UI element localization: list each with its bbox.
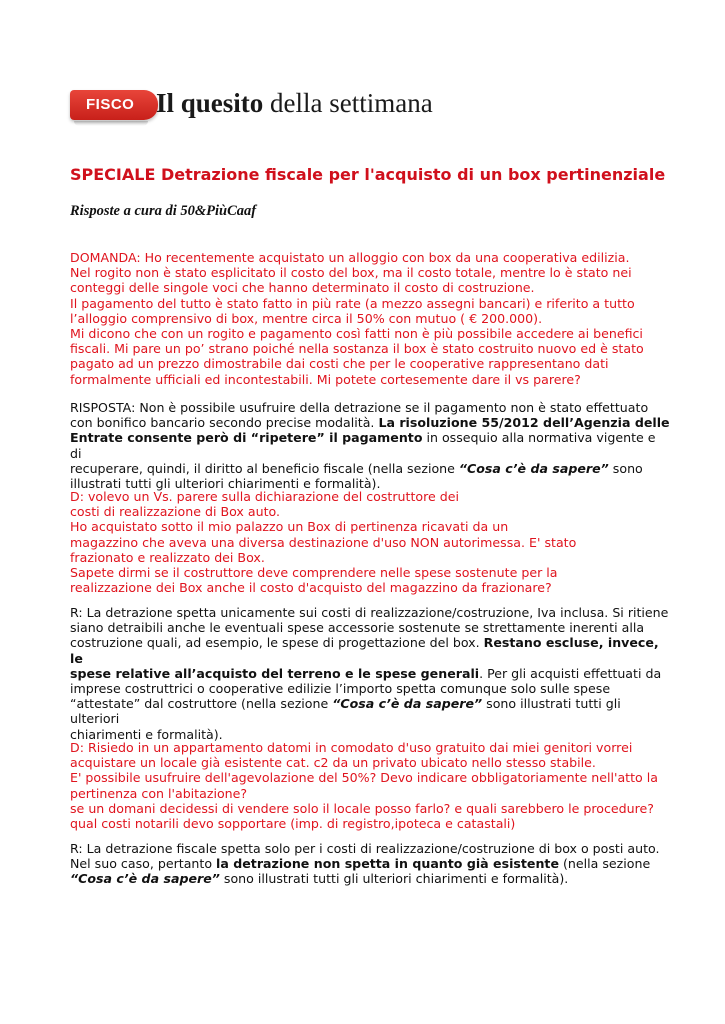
question-3 xyxy=(70,740,670,831)
answer-line: chiarimenti e formalità). xyxy=(70,726,223,742)
question-line: E' possibile usufruire dell'agevolazione del 50%? Devo indicare obbligatoriamente nell'atto la xyxy=(70,770,658,786)
answer-2 xyxy=(70,605,670,742)
answer-text: “attestate” dal costruttore (nella sezione xyxy=(70,696,333,712)
answer-bold-text: la detrazione non spetta in quanto già esistente xyxy=(216,856,559,872)
column-header xyxy=(70,86,433,130)
answer-line xyxy=(70,430,670,460)
column-title xyxy=(156,88,433,119)
answer-line xyxy=(70,856,670,871)
question-line: realizzazione dei Box anche il costo d'acquisto del magazzino da frazionare? xyxy=(70,580,552,596)
question-line: DOMANDA: Ho recentemente acquistato un alloggio con box da una cooperativa edilizia. xyxy=(70,250,630,265)
answer-line xyxy=(70,666,670,681)
section-reference: “Cosa c’è da sapere” xyxy=(332,696,483,712)
article-credit: Risposte a cura di 50&PiùCaaf xyxy=(70,203,257,219)
answer-1 xyxy=(70,400,670,491)
answer-3 xyxy=(70,841,670,887)
question-line: D: volevo un Vs. parere sulla dichiarazione del costruttore dei xyxy=(70,489,459,504)
answer-bold-text: Entrate consente però di “ripetere” il pagamento xyxy=(70,430,423,446)
answer-text: in ossequio alla normativa vigente e di xyxy=(70,430,656,461)
question-line: conteggi delle singole voci che hanno determinato il costo di costruzione. xyxy=(70,280,535,296)
question-line: l’alloggio comprensivo di box, mentre circa il 50% con mutuo ( € 200.000). xyxy=(70,310,543,326)
answer-line: RISPOSTA: Non è possibile usufruire della detrazione se il pagamento non è stato effettuato xyxy=(70,400,649,415)
article-title: SPECIALE Detrazione fiscale per l'acquisto di un box pertinenziale xyxy=(70,165,666,184)
answer-line: R: La detrazione spetta unicamente sui costi di realizzazione/costruzione, Iva inclusa. Si ritiene xyxy=(70,605,669,620)
answer-bold-text: La risoluzione 55/2012 dell’Agenzia delle xyxy=(378,415,670,431)
answer-line xyxy=(70,461,670,476)
answer-line xyxy=(70,696,670,726)
column-title-bold: Il quesito xyxy=(156,88,264,118)
question-2 xyxy=(70,489,670,595)
question-1 xyxy=(70,250,670,387)
question-line: pertinenza con l'abitazione? xyxy=(70,785,248,801)
question-line: Nel rogito non è stato esplicitato il costo del box, ma il costo totale, mentre lo è stato nei xyxy=(70,265,632,281)
answer-line xyxy=(70,415,670,430)
question-line: Ho acquistato sotto il mio palazzo un Box di pertinenza ricavati da un xyxy=(70,519,509,535)
question-line: qual costi notarili devo sopportare (imp. di registro,ipoteca e catastali) xyxy=(70,816,516,832)
answer-line: illustrati tutti gli ulteriori chiarimenti e formalità). xyxy=(70,476,381,492)
answer-text: recuperare, quindi, il diritto al beneficio fiscale (nella sezione xyxy=(70,460,459,476)
question-line: acquistare un locale già esistente cat. c2 da un privato ubicato nello stesso stabile. xyxy=(70,755,596,771)
section-reference: “Cosa c’è da sapere” xyxy=(458,460,609,476)
answer-text: Nel suo caso, pertanto xyxy=(70,856,217,872)
answer-text: . Per gli acquisti effettuati da xyxy=(479,665,662,681)
column-title-rest: della settimana xyxy=(263,88,433,118)
fisco-label: FISCO xyxy=(86,96,135,113)
question-line: pagato ad un prezzo dimostrabile dai costi che per le cooperative rappresentano dati xyxy=(70,356,609,372)
question-line: frazionato e realizzato dei Box. xyxy=(70,549,265,565)
answer-bold-text: Restano escluse, invece, le xyxy=(70,635,659,666)
question-line: magazzino che aveva una diversa destinazione d'uso NON autorimessa. E' stato xyxy=(70,534,577,550)
answer-line: siano detraibili anche le eventuali spese accessorie sostenute se strettamente inerenti alla xyxy=(70,620,645,636)
question-line: Sapete dirmi se il costruttore deve comprendere nelle spese sostenute per la xyxy=(70,565,558,581)
question-line: fiscali. Mi pare un po’ strano poiché nella sostanza il box è stato costruito nuovo ed è stato xyxy=(70,341,644,357)
question-line: costi di realizzazione di Box auto. xyxy=(70,504,281,520)
question-line: Mi dicono che con un rogito e pagamento così fatti non è più possibile accedere ai benefici xyxy=(70,326,643,342)
answer-line xyxy=(70,871,670,886)
question-line: formalmente ufficiali ed incontestabili. Mi potete cortesemente dare il vs parere? xyxy=(70,371,581,387)
fisco-tab-logo xyxy=(70,90,158,120)
answer-line: R: La detrazione fiscale spetta solo per i costi di realizzazione/costruzione di box o posti auto. xyxy=(70,841,660,856)
question-line: Il pagamento del tutto è stato fatto in più rate (a mezzo assegni bancari) e riferito a tutto xyxy=(70,295,635,311)
answer-line xyxy=(70,635,670,665)
question-line: D: Risiedo in un appartamento datomi in comodato d'uso gratuito dai miei genitori vorrei xyxy=(70,740,633,755)
question-line: se un domani decidessi di vendere solo il locale posso farlo? e quali sarebbero le procedure? xyxy=(70,800,654,816)
answer-text: (nella sezione xyxy=(559,856,651,872)
answer-text: con bonifico bancario secondo precise modalità. xyxy=(70,415,379,431)
answer-line: imprese costruttrici o cooperative edilizie l’importo spetta comunque solo sulle spese xyxy=(70,681,611,697)
answer-text: costruzione quali, ad esempio, le spese di progettazione del box. xyxy=(70,635,484,651)
answer-text: sono xyxy=(608,460,643,476)
answer-bold-text: spese relative all’acquisto del terreno e le spese generali xyxy=(70,665,480,681)
answer-text: sono illustrati tutti gli ulteriori xyxy=(70,696,621,727)
answer-text: sono illustrati tutti gli ulteriori chiarimenti e formalità). xyxy=(219,871,569,887)
section-reference: “Cosa c’è da sapere” xyxy=(70,871,220,887)
